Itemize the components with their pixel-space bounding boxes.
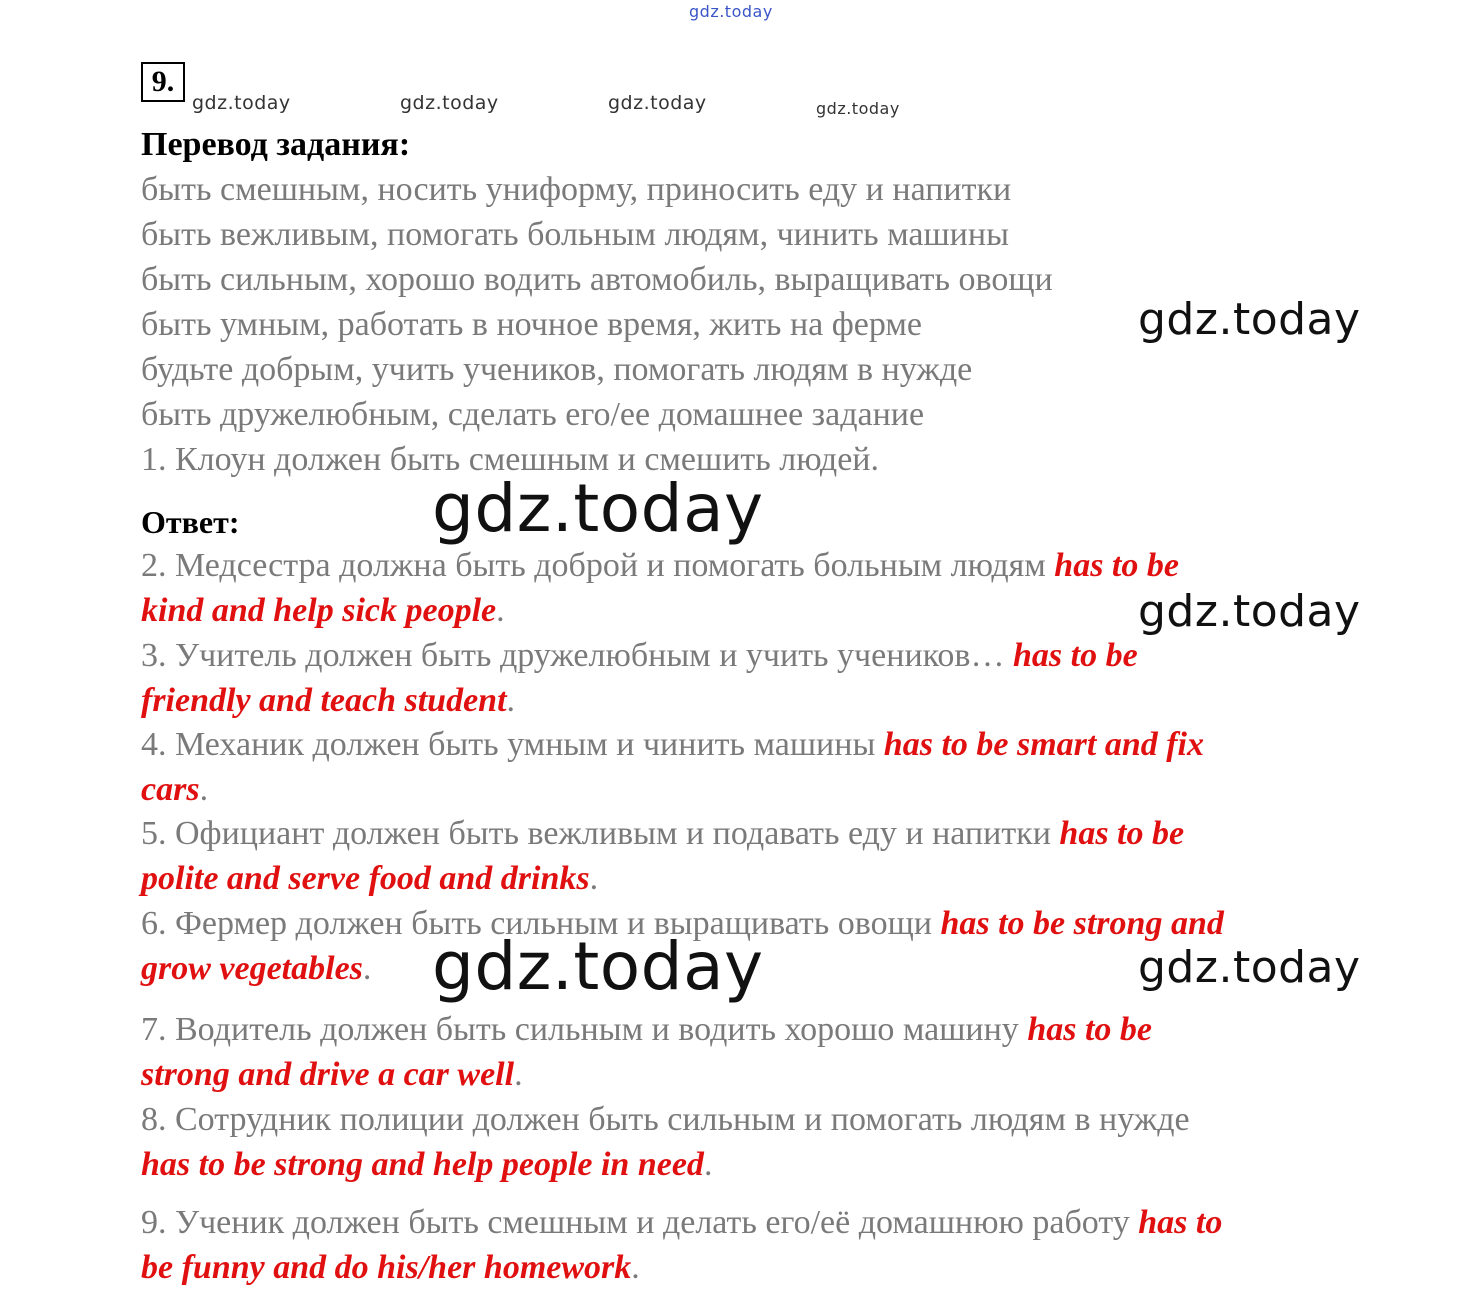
watermark: gdz.today bbox=[816, 99, 900, 118]
answer-end: . bbox=[199, 771, 209, 808]
answer-en: grow vegetables bbox=[141, 950, 363, 987]
watermark: gdz.today bbox=[400, 92, 499, 114]
watermark: gdz.today bbox=[1138, 586, 1361, 637]
answer-en: has to be bbox=[1059, 815, 1185, 852]
answer-item-cont bbox=[141, 592, 505, 630]
answer-en: strong and drive a car well bbox=[141, 1056, 515, 1093]
answer-item-cont bbox=[141, 771, 208, 809]
answer-en: has to be bbox=[1054, 547, 1179, 584]
answer-ru: 9. Ученик должен быть смешным и делать его/её домашнюю работу bbox=[141, 1204, 1130, 1241]
answer-heading: Ответ: bbox=[141, 504, 240, 540]
answer-en: has to be strong and help people in need bbox=[141, 1146, 704, 1183]
answer-item bbox=[141, 905, 1224, 943]
answer-en: has to be strong and bbox=[940, 905, 1224, 942]
answer-item bbox=[141, 547, 1179, 585]
watermark: gdz.today bbox=[608, 92, 707, 114]
answer-en: kind and help sick people bbox=[141, 592, 497, 629]
answer-en: has to be bbox=[1027, 1011, 1152, 1048]
watermark-top: gdz.today bbox=[689, 2, 773, 21]
watermark: gdz.today bbox=[432, 470, 764, 547]
answer-en: friendly and teach student bbox=[141, 682, 507, 719]
answer-ru: 8. Сотрудник полиции должен быть сильным и помогать людям в нужде bbox=[141, 1101, 1190, 1138]
example-sentence: 1. Клоун должен быть смешным и смешить людей. bbox=[141, 441, 879, 478]
answer-item bbox=[141, 1011, 1152, 1049]
answer-en: cars bbox=[141, 771, 200, 808]
answer-en: be funny and do his/her homework bbox=[141, 1249, 632, 1286]
answer-end: . bbox=[496, 592, 505, 629]
answer-item bbox=[141, 815, 1184, 853]
answer-end: . bbox=[506, 682, 516, 719]
answer-en: has to be bbox=[1012, 637, 1138, 674]
answer-item-cont bbox=[141, 682, 515, 720]
answer-ru: 3. Учитель должен быть дружелюбным и учить учеников… bbox=[141, 637, 1005, 674]
answer-item bbox=[141, 637, 1138, 675]
translation-line: быть сильным, хорошо водить автомобиль, выращивать овощи bbox=[141, 261, 1053, 298]
answer-end: . bbox=[514, 1056, 523, 1093]
answer-ru: 7. Водитель должен быть сильным и водить хорошо машину bbox=[141, 1011, 1019, 1048]
answer-item-cont bbox=[141, 860, 598, 898]
answer-ru: 4. Механик должен быть умным и чинить машины bbox=[141, 726, 876, 763]
translation-line: быть дружелюбным, сделать его/ее домашнее задание bbox=[141, 396, 925, 433]
answer-end: . bbox=[631, 1249, 640, 1286]
answer-ru: 2. Медсестра должна быть доброй и помогать больным людям bbox=[141, 547, 1046, 584]
answer-en: has to be smart and fix bbox=[883, 726, 1205, 763]
answer-item bbox=[141, 1204, 1222, 1242]
translation-line: будьте добрым, учить учеников, помогать людям в нужде bbox=[141, 351, 973, 388]
translation-line: быть смешным, носить униформу, приносить еду и напитки bbox=[141, 171, 1012, 208]
answer-item-cont bbox=[141, 1056, 523, 1094]
translation-line: быть вежливым, помогать больным людям, чинить машины bbox=[141, 216, 1009, 253]
answer-end: . bbox=[362, 950, 372, 987]
answer-ru: 6. Фермер должен быть сильным и выращивать овощи bbox=[141, 905, 932, 942]
answer-en: has to bbox=[1138, 1204, 1223, 1241]
answer-en: polite and serve food and drinks bbox=[141, 860, 590, 897]
translation-line: быть умным, работать в ночное время, жить на ферме bbox=[141, 306, 922, 343]
answer-item bbox=[141, 726, 1204, 764]
watermark: gdz.today bbox=[1138, 294, 1361, 345]
answer-ru: 5. Официант должен быть вежливым и подавать еду и напитки bbox=[141, 815, 1051, 852]
task-number: 9. bbox=[141, 62, 185, 102]
answer-item-cont bbox=[141, 1146, 712, 1184]
translation-heading: Перевод задания: bbox=[141, 126, 411, 163]
answer-item-cont bbox=[141, 950, 371, 988]
watermark: gdz.today bbox=[192, 92, 291, 114]
watermark: gdz.today bbox=[432, 928, 764, 1005]
answer-end: . bbox=[589, 860, 599, 897]
answer-item bbox=[141, 1101, 1190, 1139]
watermark: gdz.today bbox=[1138, 942, 1361, 993]
answer-end: . bbox=[703, 1146, 713, 1183]
answer-item-cont bbox=[141, 1249, 640, 1287]
